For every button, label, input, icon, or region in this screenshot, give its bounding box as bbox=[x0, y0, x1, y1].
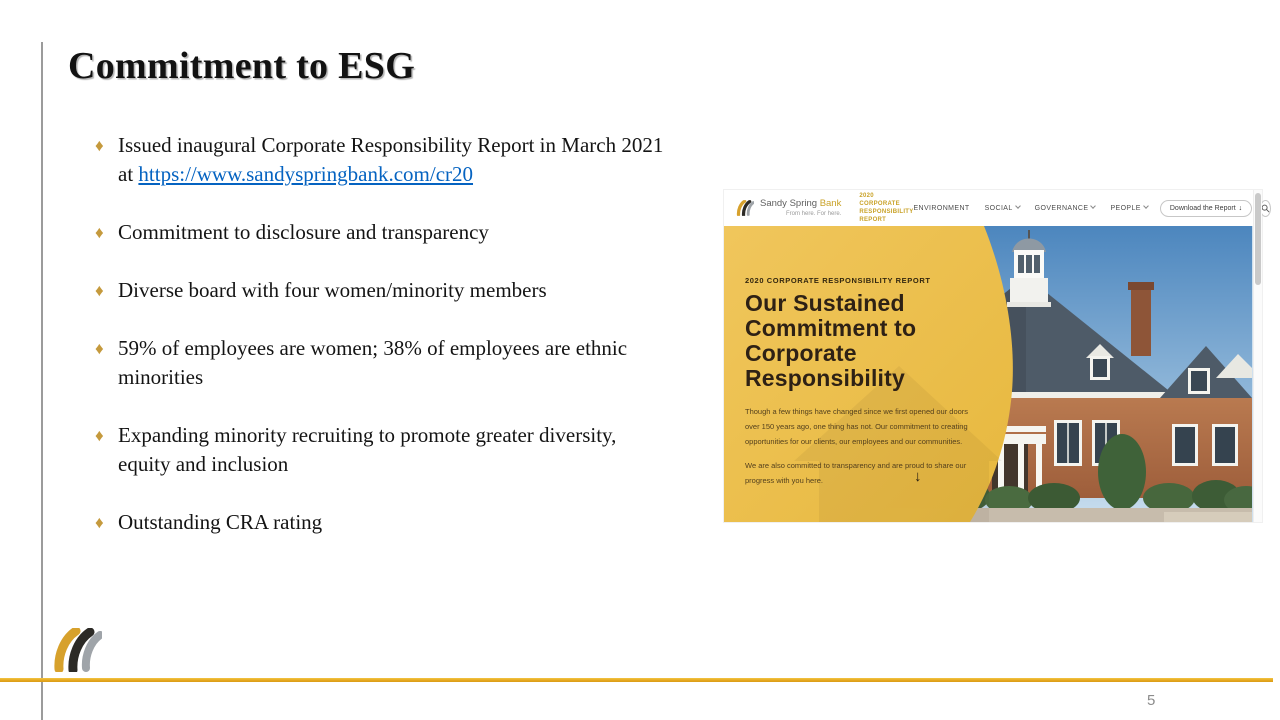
bullet-item bbox=[95, 334, 673, 392]
bullet-list bbox=[95, 131, 673, 566]
website-header bbox=[724, 190, 1262, 226]
nav-social: SOCIAL bbox=[985, 204, 1020, 212]
website-hero bbox=[724, 226, 1262, 522]
bullet-item bbox=[95, 508, 673, 537]
left-accent-line bbox=[41, 42, 43, 720]
logo-bank: Bank bbox=[819, 198, 842, 210]
download-arrow-icon: ↓ bbox=[1238, 204, 1243, 212]
page-number: 5 bbox=[1147, 692, 1156, 709]
bullet-item bbox=[95, 131, 673, 189]
diamond-bullet-icon: ♦ bbox=[95, 223, 104, 242]
logo-tagline: From here. For here. bbox=[785, 210, 842, 217]
website-screenshot bbox=[724, 190, 1262, 522]
bullet-item bbox=[95, 421, 673, 479]
sandy-spring-logo-icon bbox=[50, 628, 104, 672]
download-report-label: Download the Report bbox=[1169, 204, 1236, 212]
nav-environment: ENVIRONMENT bbox=[913, 204, 970, 212]
hero-eyebrow: 2020 CORPORATE RESPONSIBILITY REPORT bbox=[745, 276, 931, 285]
hero-heading-line: Commitment to bbox=[745, 315, 917, 341]
nav-governance: GOVERNANCE bbox=[1035, 204, 1096, 212]
scroll-down-arrow-icon: ↓ bbox=[914, 468, 922, 485]
slide-title: Commitment to ESG bbox=[68, 45, 416, 87]
hero-copy bbox=[745, 276, 977, 488]
logo-name: Sandy Spring bbox=[760, 198, 820, 210]
bullet-text: Outstanding CRA rating bbox=[118, 510, 323, 534]
cr-report-link[interactable]: https://www.sandyspringbank.com/cr20 bbox=[138, 162, 474, 186]
bullet-text: Expanding minority recruiting to promote greater diversity, equity and inclusion bbox=[118, 423, 617, 476]
hero-heading-line: Our Sustained bbox=[745, 290, 905, 316]
header-report-label-line2: RESPONSIBILITY REPORT bbox=[859, 209, 914, 223]
bullet-text: Issued inaugural Corporate Responsibility Report in March 2021 at bbox=[118, 133, 664, 186]
website-nav bbox=[913, 204, 1147, 212]
hero-paragraph-1: Though a few things have changed since we first opened our doors over 150 years ago, one thing has not. Our commitment to creating opportunities for our clients, our employees and our communities. bbox=[745, 407, 969, 446]
header-report-label-line1: 2020 CORPORATE bbox=[859, 193, 900, 207]
diamond-bullet-icon: ♦ bbox=[95, 426, 104, 445]
website-logo bbox=[760, 199, 841, 217]
hero-heading-line: Corporate bbox=[745, 340, 857, 366]
hero-paragraph-2: We are also committed to transparency and are proud to share our progress with you here. bbox=[745, 461, 967, 485]
bullet-text: Diverse board with four women/minority members bbox=[118, 278, 547, 302]
diamond-bullet-icon: ♦ bbox=[95, 281, 104, 300]
scrollbar-thumb bbox=[1255, 193, 1261, 285]
diamond-bullet-icon: ♦ bbox=[95, 136, 104, 155]
bullet-item bbox=[95, 276, 673, 305]
header-report-label bbox=[859, 192, 913, 224]
download-report-button bbox=[1160, 200, 1252, 217]
bullet-text: 59% of employees are women; 38% of employees are ethnic minorities bbox=[118, 336, 628, 389]
diamond-bullet-icon: ♦ bbox=[95, 513, 104, 532]
bottom-accent-line bbox=[0, 678, 1273, 682]
sandy-spring-logo-icon bbox=[736, 200, 754, 216]
browser-scrollbar bbox=[1253, 190, 1262, 522]
hero-heading bbox=[745, 291, 977, 391]
bullet-item bbox=[95, 218, 673, 247]
search-icon bbox=[1261, 204, 1270, 213]
nav-people: PEOPLE bbox=[1110, 204, 1147, 212]
hero-heading-line: Responsibility bbox=[745, 365, 905, 391]
diamond-bullet-icon: ♦ bbox=[95, 339, 104, 358]
bullet-text: Commitment to disclosure and transparency bbox=[118, 220, 489, 244]
